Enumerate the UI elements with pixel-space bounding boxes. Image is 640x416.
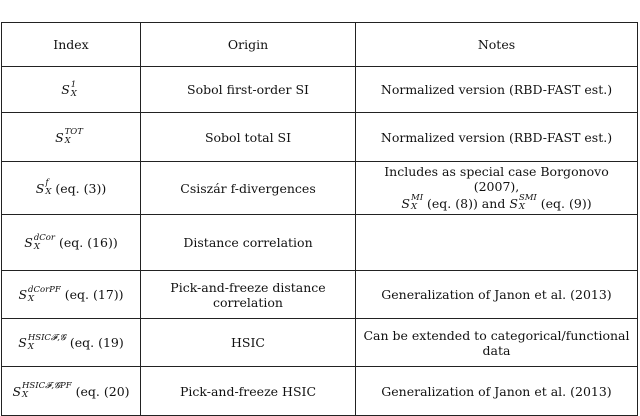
index-subscript: X — [70, 88, 77, 99]
index-subscript: X — [33, 241, 40, 252]
index-cell — [2, 113, 141, 162]
index-subscript: X — [22, 390, 29, 400]
notes-text: Generalization of Janon et al. (2013) — [381, 383, 612, 399]
index-superscript: HSIC𝓕,𝓖PF — [22, 381, 72, 391]
index-symbol: S — [18, 287, 28, 302]
index-equation-ref: (eq. (20) — [75, 383, 130, 399]
notes-text: Normalized version (RBD-FAST est.) — [380, 82, 613, 97]
table-row — [2, 215, 638, 271]
index-equation-ref: (eq. (3)) — [55, 180, 107, 196]
index-cell — [2, 215, 141, 271]
notes-cell — [356, 215, 638, 271]
notes-text: Generalization of Janon et al. (2013) — [381, 287, 612, 302]
index-superscript: 1 — [70, 79, 77, 90]
notes-cell — [356, 67, 638, 113]
sensitivity-index-table — [1, 22, 638, 416]
table-row — [2, 319, 638, 367]
index-cell — [2, 319, 141, 367]
index-symbol: S — [24, 235, 33, 250]
index-symbol: S — [12, 383, 22, 399]
index-equation-ref: (eq. (16)) — [58, 235, 118, 250]
index-cell — [2, 67, 141, 113]
notes-text: Includes as special case Borgonovo (2007), — [384, 164, 609, 194]
index-superscript: HSIC𝓕,𝓖 — [27, 332, 66, 343]
header-index: Index — [2, 23, 141, 67]
mi-sup: MI — [410, 193, 424, 203]
index-superscript: f — [45, 178, 49, 188]
notes-cell — [356, 319, 638, 367]
header-origin: Origin — [141, 23, 356, 67]
origin-cell: Pick-and-freeze HSIC — [141, 367, 356, 416]
notes-text: Normalized version (RBD-FAST est.) — [380, 129, 613, 145]
table-header-row — [2, 23, 638, 67]
table-row — [2, 162, 638, 215]
table-row — [2, 67, 638, 113]
notes-cell — [356, 367, 638, 416]
index-superscript: dCor — [33, 232, 55, 243]
index-superscript: dCorPF — [28, 284, 61, 295]
notes-cell — [356, 271, 638, 319]
origin-cell: Pick-and-freeze distance correlation — [141, 271, 356, 319]
header-notes: Notes — [356, 23, 638, 67]
index-symbol: S — [61, 82, 70, 97]
index-subscript: X — [64, 136, 71, 146]
smi-sup: SMI — [518, 193, 537, 203]
origin-cell: Sobol total SI — [141, 113, 356, 162]
x-sub: X — [410, 202, 418, 212]
origin-cell: HSIC — [141, 319, 356, 367]
origin-cell: Csiszár f-divergences — [141, 162, 356, 215]
index-subscript: X — [45, 187, 52, 197]
mi-eq: (eq. (8)) and — [427, 195, 506, 211]
index-symbol: S — [18, 335, 27, 350]
index-equation-ref: (eq. (19) — [69, 335, 124, 350]
index-superscript: TOT — [64, 127, 83, 137]
index-cell — [2, 367, 141, 416]
notes-cell — [356, 113, 638, 162]
smi-eq: (eq. (9)) — [540, 195, 592, 211]
index-symbol: S — [35, 180, 45, 196]
index-subscript: X — [28, 293, 35, 304]
index-cell — [2, 271, 141, 319]
x-sub: X — [518, 202, 525, 212]
notes-cell — [356, 162, 638, 215]
table-row — [2, 271, 638, 319]
index-symbol: S — [55, 129, 64, 145]
index-subscript: X — [27, 341, 34, 352]
table-row — [2, 367, 638, 416]
notes-text: Can be extended to categorical/functional data — [363, 327, 630, 358]
table-row — [2, 113, 638, 162]
origin-cell: Distance correlation — [141, 215, 356, 271]
index-equation-ref: (eq. (17)) — [64, 287, 124, 302]
index-cell — [2, 162, 141, 215]
notes-formula: S MI X (eq. (8)) and S SMI X (eq. (9)) — [401, 193, 592, 212]
origin-cell: Sobol first-order SI — [141, 67, 356, 113]
